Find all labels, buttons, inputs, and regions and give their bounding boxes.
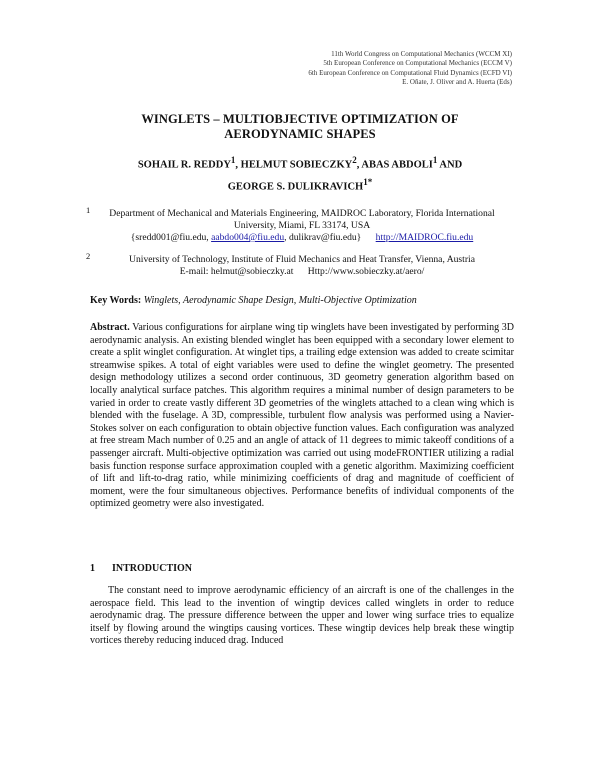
author-name: , HELMUT SOBIECZKY bbox=[235, 159, 353, 171]
author-conjunction: AND bbox=[437, 159, 463, 171]
section-number: 1 bbox=[90, 563, 95, 574]
header-line: 5th European Conference on Computational Mechanics (ECCM V) bbox=[323, 59, 512, 68]
affiliation-number: 1 bbox=[86, 205, 91, 215]
abstract bbox=[90, 322, 514, 511]
title-line-2: AERODYNAMIC SHAPES bbox=[224, 127, 376, 141]
affiliation-line: University of Technology, Institute of Fluid Mechanics and Heat Transfer, Vienna, Austria bbox=[129, 254, 475, 265]
abstract-text: Various configurations for airplane wing tip winglets have been investigated by performing 3D aerodynamic analysis. An existing blended winglet has been equipped with a secondary lower element to create a split winglet configuration. At winglet tips, a trailing edge extension was added to create scimitar streamwise spikes. A total of eight variables were used to define the winglet geometry. The presented design methodology utilizes a second order continuous, 3D geometry generation algorithm based on locally analytical surface patches. This algorithm requires a minimal number of design parameters to be varied in order to create vastly different 3D geometries of the winglets attached to a clean wing which is blended with the fuselage. A 3D, compressible, turbulent flow analysis was performed using a Navier-Stokes solver on each configuration to obtain objective function values. Each configuration was analyzed at free stream Mach number of 0.25 and an angle of attack of 11 degrees to mimic takeoff conditions of a passenger aircraft. Multi-objective optimization was carried out using modeFRONTIER utilizing a radial basis function response surface approximation coupled with a genetic algorithm. Maximizing coefficient of lift and lift-to-drag ratio, while minimizing coefficients of drag and magnitude of coefficient of moment, were the four simultaneous objectives. Performance benefits of individual components of the optimized geometry were also investigated. bbox=[90, 322, 514, 510]
paper-title bbox=[0, 112, 600, 142]
keywords-text: Winglets, Aerodynamic Shape Design, Multi-Objective Optimization bbox=[143, 295, 417, 306]
author-affil-mark: 2 bbox=[352, 155, 357, 165]
affiliation-contact bbox=[90, 266, 514, 278]
header-line: 11th World Congress on Computational Mechanics (WCCM XI) bbox=[331, 50, 512, 58]
author-name: GEORGE S. DULIKRAVICH bbox=[227, 181, 364, 192]
website-link[interactable]: http://MAIDROC.fiu.edu bbox=[375, 232, 474, 243]
affiliation-line: University, Miami, FL 33174, USA bbox=[233, 220, 371, 231]
email-text: {sredd001@fiu.edu, bbox=[130, 232, 212, 243]
author-affil-mark: 1 bbox=[432, 155, 438, 165]
email-text: , dulikrav@fiu.edu} bbox=[284, 232, 362, 243]
authors-line-1 bbox=[0, 152, 600, 174]
title-line-1: WINGLETS – MULTIOBJECTIVE OPTIMIZATION OF bbox=[141, 112, 459, 126]
author-name: SOHAIL R. REDDY bbox=[137, 159, 231, 171]
author-affil-mark: 1 bbox=[230, 155, 236, 165]
section-body: The constant need to improve aerodynamic efficiency of an aircraft is one of the challenges in the aerospace field. This lead to the invention of wingtip devices called winglets in order to reduce aerodynamic drag. The pressure difference between the upper and lower wing surface tries to equalize itself by flowing around the wingtips causing vortices. These wingtip devices help break these wingtip vortices thereby reducing induced drag. Induced bbox=[90, 585, 514, 647]
affiliation-1 bbox=[86, 205, 514, 244]
affiliation-number: 2 bbox=[86, 251, 91, 261]
header-line: E. Oñate, J. Oliver and A. Huerta (Eds) bbox=[402, 78, 512, 87]
authors-line-2 bbox=[0, 174, 600, 196]
author-name: , ABAS ABDOLI bbox=[356, 159, 433, 171]
email-text: E-mail: helmut@sobieczky.at bbox=[179, 266, 294, 277]
section-title: INTRODUCTION bbox=[112, 563, 193, 574]
affiliation-line: Department of Mechanical and Materials Engineering, MAIDROC Laboratory, Florida International bbox=[109, 208, 495, 219]
affiliation-2 bbox=[86, 251, 514, 278]
conference-header bbox=[308, 50, 512, 88]
email-link[interactable]: aabdo004@fiu.edu bbox=[211, 232, 285, 243]
website-text: Http://www.sobieczky.at/aero/ bbox=[307, 266, 425, 277]
section-heading bbox=[90, 563, 192, 574]
author-affil-mark: 1* bbox=[363, 176, 373, 187]
affiliation-contact bbox=[90, 232, 514, 244]
keywords-label: Key Words: bbox=[90, 295, 142, 306]
abstract-label: Abstract. bbox=[90, 322, 130, 333]
keywords bbox=[90, 295, 514, 306]
header-line: 6th European Conference on Computational Fluid Dynamics (ECFD VI) bbox=[308, 68, 512, 77]
author-list bbox=[0, 152, 600, 195]
